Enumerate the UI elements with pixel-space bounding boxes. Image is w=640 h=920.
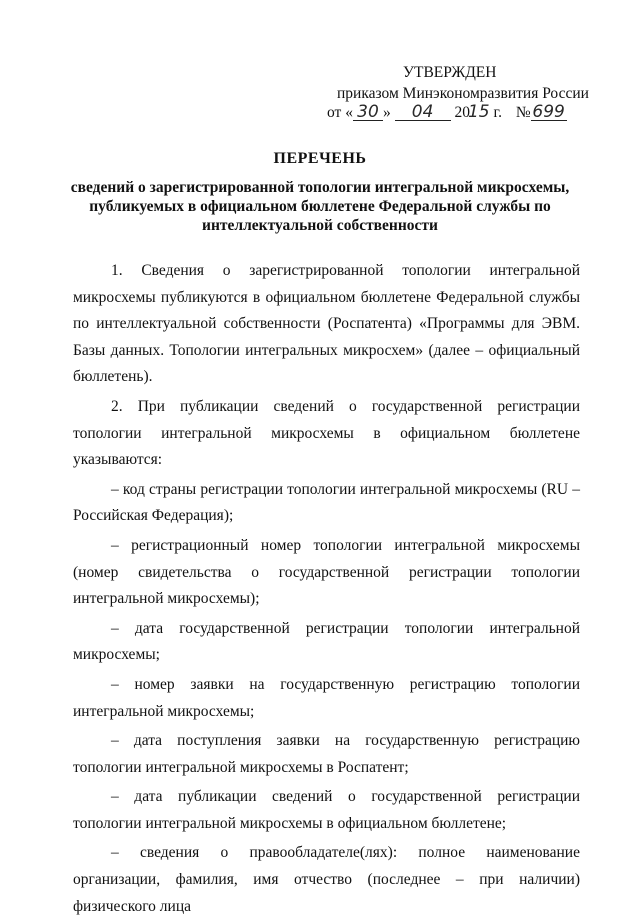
list-item: – сведения о правообладателе(лях): полное наименование организации, фамилия, имя отчество (последнее – при наличии) физического лица xyxy=(73,844,580,915)
list-item: – дата поступления заявки на государственную регистрацию топологии интегральной микросхемы в Роспатент; xyxy=(73,732,580,776)
approval-day: 30 xyxy=(353,104,383,121)
document-title: ПЕРЕЧЕНЬ xyxy=(273,150,367,167)
date-prefix: от « xyxy=(327,104,353,121)
list-item: – дата публикации сведений о государственной регистрации топологии интегральной микросхемы в официальном бюллетене; xyxy=(73,788,580,832)
paragraph: 2. При публикации сведений о государственной регистрации топологии интегральной микросхемы в официальном бюллетене указываются: xyxy=(73,397,580,469)
year-unit: г. xyxy=(493,104,502,121)
approval-number: 699 xyxy=(532,102,565,122)
approval-title: УТВЕРЖДЕН xyxy=(403,64,497,81)
paragraph: 1. Сведения о зарегистрированной топологии интегральной микросхемы публикуются в официальном бюллетене Федеральной службы по интеллектуальной собственности (Роспатента) «Программы для ЭВМ. Базы данных. Топологии интегральных микросхем» (далее – официальный бюллетень). xyxy=(73,262,580,386)
list-item: – код страны регистрации топологии интегральной микросхемы (RU – Российская Федерация); xyxy=(73,480,580,525)
list-item: – дата государственной регистрации топологии интегральной микросхемы; xyxy=(73,619,580,664)
approval-month: 04 xyxy=(395,104,451,121)
date-sep: » xyxy=(382,104,391,121)
approval-year: 15 xyxy=(467,102,490,122)
year-prefix: 20 xyxy=(454,104,470,121)
list-item: – регистрационный номер топологии интегральной микросхемы (номер свидетельства о государственной регистрации топологии интегральной микросхемы); xyxy=(73,536,580,608)
approval-order-line: приказом Минэкономразвития России xyxy=(337,85,589,102)
approval-date-number-line xyxy=(327,102,567,123)
document-subtitle: сведений о зарегистрированной топологии интегральной микросхемы, публикуемых в официальном бюллетене Федеральной службы по интеллектуальной собственности xyxy=(70,179,570,234)
document-body xyxy=(73,258,580,920)
list-item: – номер заявки на государственную регистрацию топологии интегральной микросхемы; xyxy=(73,675,580,720)
number-sign: № xyxy=(515,104,531,121)
